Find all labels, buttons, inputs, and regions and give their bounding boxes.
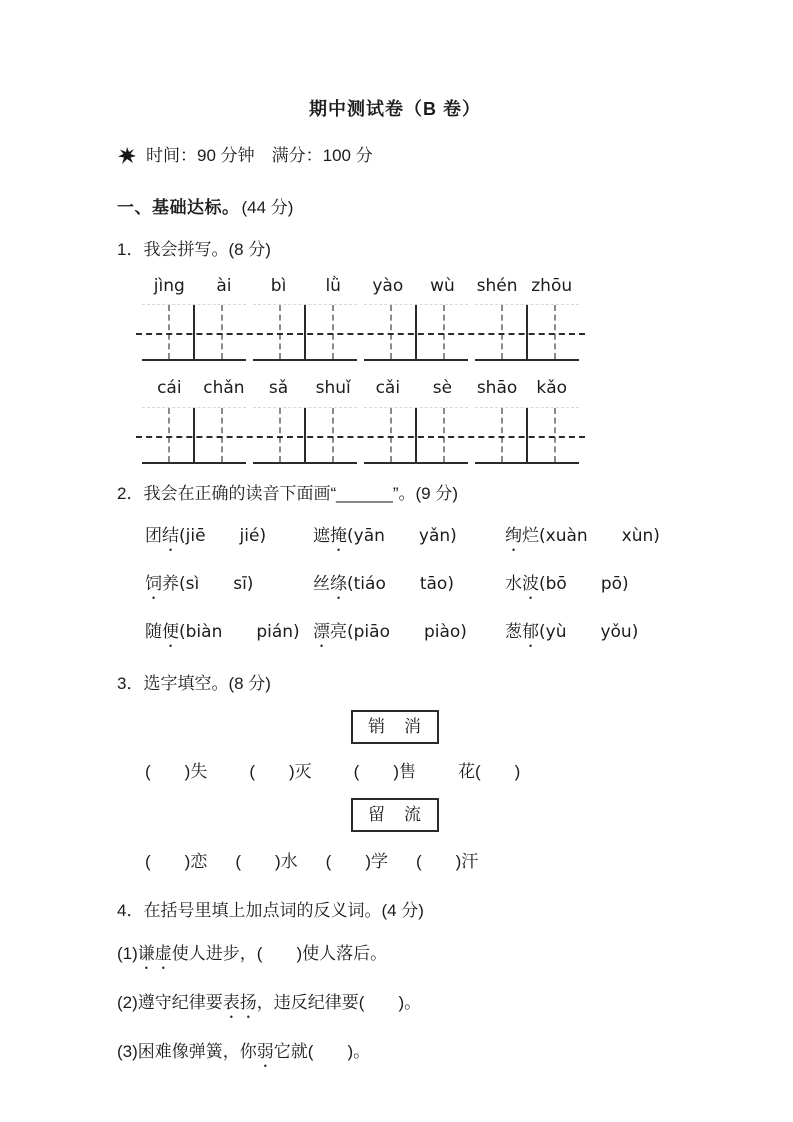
pronunciation-choice-item[interactable] xyxy=(313,618,505,651)
char-choice-box-1-wrap xyxy=(117,710,673,744)
pinyin-options: (biàn pián) xyxy=(179,622,300,642)
question-1-label: 1．我会拼写。(8 分) xyxy=(117,240,271,259)
pinyin-syllable: sǎ xyxy=(268,378,289,398)
pronunciation-row-1 xyxy=(145,522,673,555)
pronunciation-row-3 xyxy=(145,618,673,651)
word-text: 团 xyxy=(145,526,162,545)
word-text: 丝 xyxy=(313,574,330,593)
pronunciation-choice-item[interactable] xyxy=(505,522,673,555)
pronunciation-choice-item[interactable] xyxy=(505,570,673,603)
sentence-item xyxy=(117,1038,673,1071)
dotted-char: 漂 xyxy=(313,622,330,641)
dotted-char: 饲 xyxy=(145,574,162,593)
section-score: (44 分) xyxy=(241,198,294,217)
fill-blank-item[interactable]: ( )汗 xyxy=(415,852,479,871)
sentence-text: 遵守纪律要 xyxy=(137,993,223,1012)
fill-blank-row-1 xyxy=(145,758,673,786)
pronunciation-choice-item[interactable] xyxy=(505,618,673,651)
word-text: 葱 xyxy=(505,622,522,641)
fill-blank-row-2 xyxy=(145,848,673,876)
fill-blank-item[interactable]: ( )失 xyxy=(145,762,208,781)
sentence-item xyxy=(117,940,673,973)
pinyin-options: (yān yǎn) xyxy=(347,526,457,546)
word-text: 亮 xyxy=(330,622,347,641)
sentence-text: 困难像弹簧，你 xyxy=(137,1042,257,1061)
fill-blank-item[interactable]: ( )恋 xyxy=(145,852,208,871)
section-heading xyxy=(117,195,673,221)
dotted-char: 绦 xyxy=(330,574,347,593)
pinyin-syllable: ài xyxy=(216,276,232,296)
fill-blank-item[interactable]: 花( ) xyxy=(457,762,521,781)
sentence-text: 它就( )。 xyxy=(273,1042,371,1061)
pronunciation-choice-item[interactable] xyxy=(145,618,313,651)
fill-blank-item[interactable]: ( )售 xyxy=(353,762,416,781)
pinyin-syllable: shén xyxy=(476,276,518,296)
word-text: 养 xyxy=(162,574,179,593)
exam-meta-text: 时间：90 分钟 满分：100 分 xyxy=(146,146,373,165)
char-choice-box: 留 流 xyxy=(351,798,439,832)
question-2-label: 2．我会在正确的读音下面画“______”。(9 分) xyxy=(117,484,459,503)
sub-item-number: (2) xyxy=(117,993,138,1012)
dotted-char: 波 xyxy=(522,574,539,593)
exam-meta-line xyxy=(117,143,673,169)
dotted-word: 弱 xyxy=(256,1042,274,1061)
pinyin-syllable: shuǐ xyxy=(315,378,351,398)
writing-grid-row-1 xyxy=(142,304,579,361)
dotted-word: 表扬 xyxy=(222,993,257,1012)
pinyin-options: (sì sī) xyxy=(179,574,254,594)
pinyin-syllable: shāo xyxy=(476,378,518,398)
char-choice-box: 销 消 xyxy=(351,710,439,744)
pronunciation-choice-item[interactable] xyxy=(145,570,313,603)
pronunciation-choice-item[interactable] xyxy=(145,522,313,555)
word-text: 烂 xyxy=(522,526,539,545)
pinyin-syllable: yào xyxy=(372,276,404,296)
sentence-item xyxy=(117,989,673,1022)
fill-blank-item[interactable]: ( )灭 xyxy=(249,762,312,781)
pinyin-syllable: chǎn xyxy=(203,378,245,398)
fill-blank-item[interactable]: ( )学 xyxy=(325,852,388,871)
pinyin-syllable: cái xyxy=(157,378,182,398)
grid-midline xyxy=(136,436,585,438)
pinyin-syllable: zhōu xyxy=(531,276,573,296)
sub-item-number: (1) xyxy=(117,944,138,963)
pinyin-row-1 xyxy=(142,275,579,297)
pinyin-syllable: kǎo xyxy=(536,378,568,398)
writing-grid-row-2 xyxy=(142,407,579,464)
dotted-char: 掩 xyxy=(330,526,347,545)
pinyin-syllable: wù xyxy=(430,276,455,296)
pinyin-syllable: sè xyxy=(432,378,453,398)
pinyin-options: (yù yǒu) xyxy=(539,622,639,642)
pinyin-options: (tiáo tāo) xyxy=(347,574,454,594)
fill-blank-item[interactable]: ( )水 xyxy=(235,852,298,871)
pinyin-row-2 xyxy=(142,377,579,399)
pinyin-options: (jiē jié) xyxy=(179,526,267,546)
grid-midline xyxy=(136,333,585,335)
pronunciation-choice-item[interactable] xyxy=(313,570,505,603)
pinyin-options: (bō pō) xyxy=(539,574,629,594)
pinyin-options: (piāo piào) xyxy=(347,622,467,642)
word-text: 随 xyxy=(145,622,162,641)
dotted-char: 便 xyxy=(162,622,179,641)
decoration-icon xyxy=(117,146,137,166)
sub-item-number: (3) xyxy=(117,1042,138,1061)
dotted-char: 绚 xyxy=(505,526,522,545)
page-title: 期中测试卷（B 卷） xyxy=(309,99,481,119)
pinyin-syllable: jìng xyxy=(153,276,185,296)
word-text: 遮 xyxy=(313,526,330,545)
pinyin-syllable: bì xyxy=(270,276,287,296)
dotted-char: 郁 xyxy=(522,622,539,641)
pinyin-options: (xuàn xùn) xyxy=(539,526,660,546)
question-4-label: 4．在括号里填上加点词的反义词。(4 分) xyxy=(117,901,424,920)
dotted-word: 谦虚 xyxy=(137,944,172,963)
sentence-text: ，违反纪律要( )。 xyxy=(256,993,422,1012)
pinyin-syllable: lǜ xyxy=(325,276,341,296)
question-3-label: 3．选字填空。(8 分) xyxy=(117,674,271,693)
pinyin-syllable: cǎi xyxy=(375,378,401,398)
pronunciation-choice-item[interactable] xyxy=(313,522,505,555)
section-heading-text: 一、基础达标。 xyxy=(117,198,240,217)
char-choice-box-2-wrap xyxy=(117,798,673,832)
dotted-char: 结 xyxy=(162,526,179,545)
pronunciation-row-2 xyxy=(145,570,673,603)
word-text: 水 xyxy=(505,574,522,593)
sentence-text: 使人进步，( )使人落后。 xyxy=(171,944,388,963)
